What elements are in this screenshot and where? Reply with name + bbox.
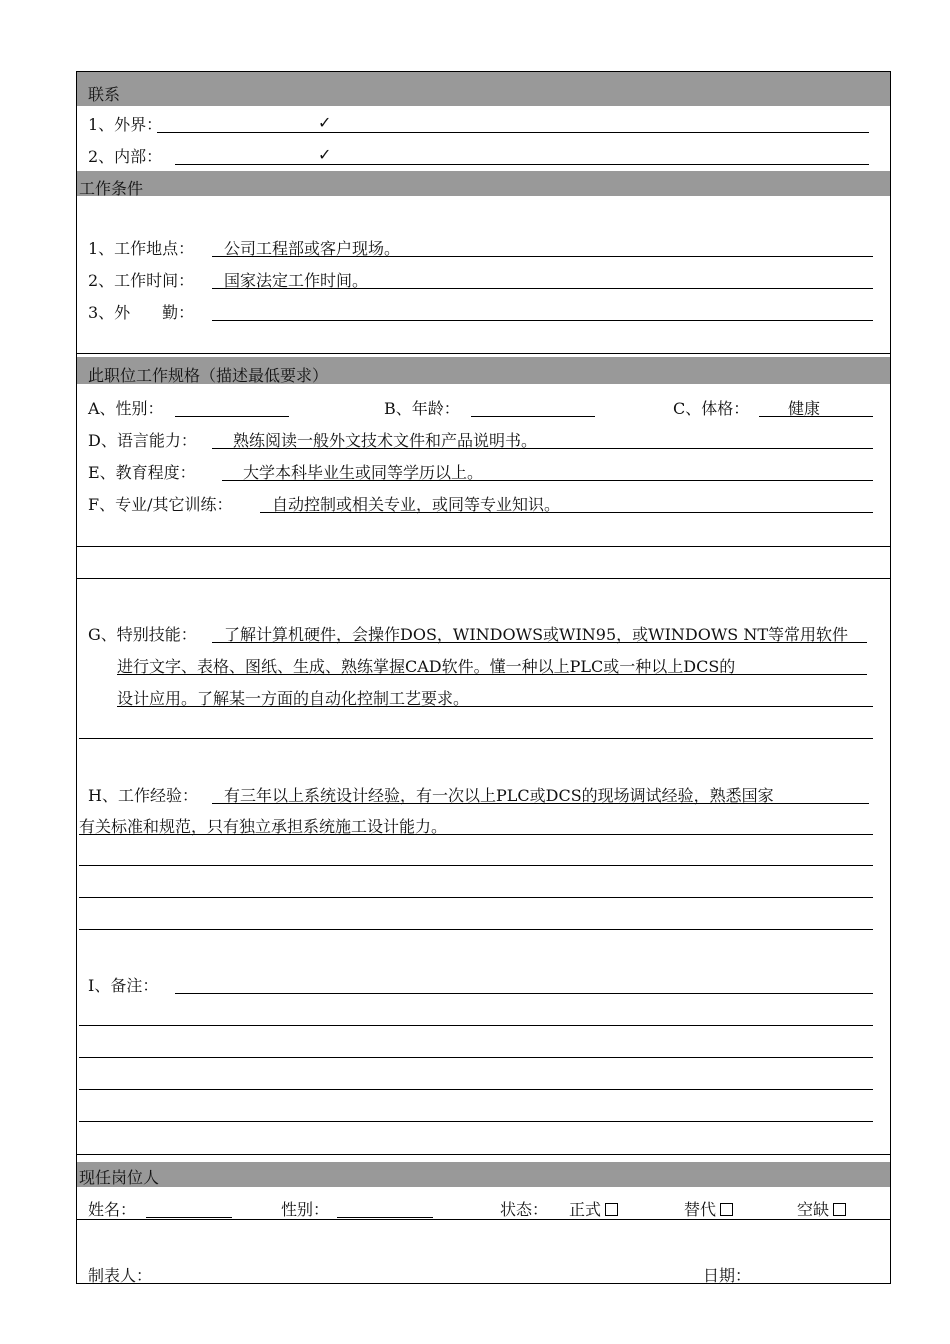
preparer-label: 制表人：	[88, 1266, 153, 1285]
contact-header-band	[77, 72, 890, 106]
travel-label: 3、外 勤：	[88, 303, 195, 322]
skills-text-line3: 设计应用。了解某一方面的自动化控制工艺要求。	[117, 689, 470, 708]
external-check-icon: ✓	[318, 113, 332, 132]
education-value: 大学本科毕业生或同等学历以上。	[243, 463, 484, 482]
internal-contact-field[interactable]	[175, 164, 869, 165]
contact-header: 联系	[88, 85, 121, 104]
experience-field-line5[interactable]	[79, 929, 873, 930]
travel-field[interactable]	[212, 320, 873, 321]
external-contact-label: 1、外界：	[88, 115, 163, 134]
remarks-field-line2[interactable]	[79, 1025, 873, 1026]
gender-label: A、性别：	[88, 399, 164, 418]
incumbent-name-label: 姓名：	[88, 1200, 137, 1219]
experience-text-line1: 有三年以上系统设计经验，有一次以上PLC或DCS的现场调试经验，熟悉国家	[224, 786, 774, 805]
education-label: E、教育程度：	[88, 463, 196, 482]
work-time-label: 2、工作时间：	[88, 271, 195, 290]
internal-contact-label: 2、内部：	[88, 147, 163, 166]
skills-text-line2: 进行文字、表格、图纸、生成、熟练掌握CAD软件。懂一种以上PLC或一种以上DCS的	[117, 657, 736, 676]
internal-check-icon: ✓	[318, 145, 332, 164]
incumbent-header: 现任岗位人	[79, 1168, 160, 1187]
remarks-field-line1[interactable]	[175, 993, 873, 994]
status-option-label: 空缺	[797, 1200, 830, 1219]
experience-field-line4[interactable]	[79, 897, 873, 898]
experience-label: H、工作经验：	[88, 786, 198, 805]
work-time-value: 国家法定工作时间。	[224, 271, 369, 290]
status-option-label: 正式	[569, 1200, 602, 1219]
section-divider	[77, 578, 890, 579]
major-label: F、专业/其它训练：	[88, 495, 233, 514]
status-option-label: 替代	[684, 1200, 717, 1219]
preparer-field[interactable]	[165, 1283, 270, 1284]
physique-label: C、体格：	[673, 399, 750, 418]
skills-field-line4[interactable]	[79, 738, 873, 739]
incumbent-gender-field[interactable]	[337, 1217, 433, 1218]
form-frame	[76, 71, 891, 1284]
skills-text-line1: 了解计算机硬件，会操作DOS，WINDOWS或WIN95，或WINDOWS NT等常用软件	[224, 625, 849, 644]
incumbent-name-field[interactable]	[146, 1217, 232, 1218]
major-value: 自动控制或相关专业，或同等专业知识。	[272, 495, 561, 514]
work-location-value: 公司工程部或客户现场。	[224, 239, 401, 258]
status-option-formal[interactable]	[569, 1200, 618, 1220]
section-divider	[77, 1154, 890, 1155]
age-field[interactable]	[471, 416, 595, 417]
incumbent-gender-label: 性别：	[281, 1200, 330, 1219]
incumbent-header-band	[77, 1162, 890, 1187]
experience-text-line2: 有关标准和规范，只有独立承担系统施工设计能力。	[79, 817, 448, 836]
specs-header: 此职位工作规格（描述最低要求）	[88, 366, 329, 385]
remarks-field-line4[interactable]	[79, 1089, 873, 1090]
skills-label: G、特别技能：	[88, 625, 197, 644]
section-divider	[77, 1219, 890, 1220]
gender-field[interactable]	[175, 416, 289, 417]
checkbox-icon[interactable]	[833, 1203, 846, 1216]
incumbent-status-label: 状态：	[500, 1200, 549, 1219]
experience-field-line3[interactable]	[79, 865, 873, 866]
date-label: 日期：	[703, 1266, 752, 1285]
conditions-header-band	[77, 171, 890, 196]
date-field[interactable]	[759, 1283, 854, 1284]
remarks-label: I、备注：	[88, 976, 159, 995]
age-label: B、年龄：	[384, 399, 460, 418]
conditions-header: 工作条件	[79, 179, 144, 198]
language-value: 熟练阅读一般外文技术文件和产品说明书。	[233, 431, 538, 450]
checkbox-icon[interactable]	[605, 1203, 618, 1216]
remarks-field-line5[interactable]	[79, 1121, 873, 1122]
work-location-label: 1、工作地点：	[88, 239, 195, 258]
physique-value: 健康	[788, 399, 821, 418]
language-label: D、语言能力：	[88, 431, 197, 450]
checkbox-icon[interactable]	[720, 1203, 733, 1216]
status-option-vacant[interactable]	[797, 1200, 846, 1220]
section-divider	[77, 353, 890, 354]
status-option-substitute[interactable]	[684, 1200, 733, 1220]
section-divider	[77, 546, 890, 547]
external-contact-field[interactable]	[157, 132, 869, 133]
remarks-field-line3[interactable]	[79, 1057, 873, 1058]
